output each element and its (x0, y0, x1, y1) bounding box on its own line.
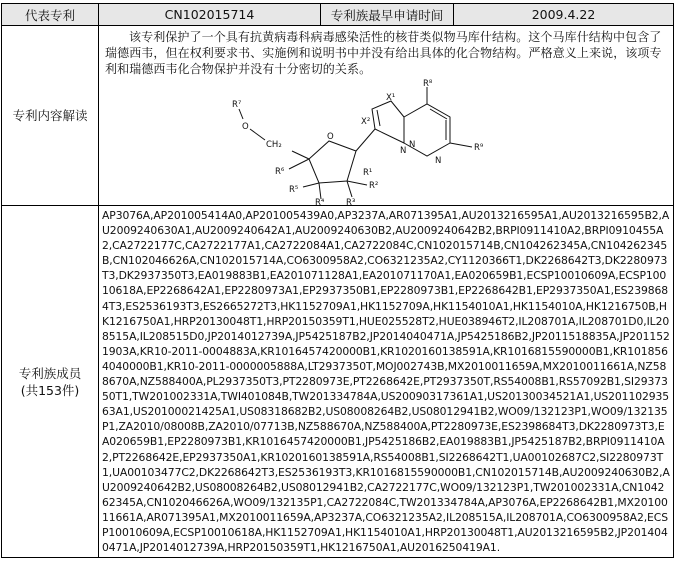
members-label-count: (共153件) (20, 382, 80, 398)
rep-patent-number: CN102015714 (99, 4, 321, 26)
r1-label: R¹ (363, 168, 373, 178)
rep-patent-label: 代表专利 (2, 4, 99, 26)
markush-structure-drawing (99, 79, 673, 205)
earliest-date-label: 专利族最早申请时间 (321, 4, 454, 26)
patent-info-table (1, 3, 674, 558)
members-label-line1: 专利族成员 (18, 365, 82, 381)
r5-label: R⁵ (289, 185, 299, 195)
chemical-structure (99, 79, 673, 205)
interpretation-label: 专利内容解读 (2, 26, 99, 206)
interpretation-cell (99, 26, 674, 206)
ring-o-label: O (327, 132, 334, 142)
members-label (2, 206, 99, 558)
r7-label: R⁷ (232, 100, 242, 110)
n3-label: N (435, 156, 442, 166)
header-row (2, 4, 674, 26)
r4-label: R⁴ (315, 198, 325, 205)
r3-label: R³ (346, 198, 356, 205)
ch2-label: CH₂ (266, 140, 282, 150)
members-row (2, 206, 674, 558)
ether-o-label: O (242, 122, 249, 132)
members-list: AP3076A,AP201005414A0,AP201005439A0,AP3237A,AR071395A1,AU2013216595A1,AU2013216595B2,AU2009240630A1,AU2009240642A1,AU2009240630B2,AU2009240642B2,BRPI0911410A2,BRPI0910455A2,CA2722177C,CA2722177A1,CA2722084A1,CA2722084C,CN102015714B,CN104262345A,CN104262345B,CN102046626A,CN102015714A,CO6300958A2,CO6321235A2,CY1120366T1,DK2268642T3,DK2280973T3,DK2937350T3,EA019883B1,EA201071128A1,EA201071170A1,EA020659B1,ECSP10010609A,ECSP10010618A,EP2268642A1,EP2280973A1,EP2937350B1,EP2280973B1,EP2268642B1,EP2937350A1,ES2398684T3,ES2536193T3,ES2665272T3,HK1152709A1,HK1152709A,HK1154010A1,HK1154010A,HK1216750B,HK1216750A1,HRP20130048T1,HRP20150359T1,HUE025528T2,HUE038946T2,IL208701A,IL208701D0,IL208515A,IL208515D0,JP2014012739A,JP5425187B2,JP2014040471A,JP5425186B2,JP2011518835A,JP2011521903A,KR10-2011-0004883A,KR1016457420000B1,KR1020160138591A,KR1016815590000B1,KR1018564040000B1,KR10-2011-0000005888A,LT2937350T,MOJ002743B,MX2010011659A,MX2010011661A,NZ588670A,NZ588400A,PL2937350T3,PT2280973E,PT2268642E,PT2937350T,RS54008B1,RS57092B1,SI2937350T1,TW201002331A,TWI401084B,TW201334784A,US20090317361A1,US20130034521A1,US20110293563A1,US20100021425A1,US08318682B2,US08008264B2,US08012941B2,WO09/132123P1,WO09/132135P1,ZA2010/08008B,ZA2010/07713B,NZ588670A,NZ588400A,PT2280973E,ES2398684T3,DK2280973T3,EA020659B1,EP2280973B1,KR1016457420000B1,JP5425186B2,EA019883B1,JP5425187B2,BRPI0911410A2,PT2268642E,EP2937350A1,KR1020160138591A,RS54008B1,SI2268642T1,UA00102687C2,SI2280973T1,UA00103477C2,DK2268642T3,ES2536193T3,KR1016815590000B1,CN102015714B,AU2009240630B2,AU2009240642B2,US08008264B2,US08012941B2,CA2722177C,WO09/132123P1,TW201002331A,CN104262345A,CN102046626A,WO09/132135P1,CA2722084C,TW201334784A,AP3076A,EP2268642B1,MX2010011661A,AR071395A1,MX2010011659A,AP3237A,CO6321235A2,IL208515A,IL208701A,CO6300958A2,ECSP10010609A,ECSP10010618A,HK1152709A1,HK1154010A1,HRP20130048T1,AU2013216595B2,JP2014040471A,JP2014012739A,HRP20150359T1,HK1216750A1,AU2016250419A1. (99, 206, 674, 558)
r9-label: R⁹ (474, 143, 484, 153)
x2-label: X² (361, 117, 371, 127)
x1-label: X¹ (386, 93, 396, 103)
interpretation-text: 该专利保护了一个具有抗黄病毒科病毒感染活性的核苷类似物马库什结构。这个马库什结构中包含了瑞德西韦，但在权利要求书、实施例和说明书中并没有给出具体的化合物结构。严格意义上来说，该项专利和瑞德西韦化合物保护并没有十分密切的关系。 (105, 30, 662, 76)
n2-label: N (409, 140, 416, 150)
r2-label: R² (369, 181, 379, 191)
earliest-date-value: 2009.4.22 (454, 4, 674, 26)
n1-label: N (400, 146, 407, 156)
interpretation-row (2, 26, 674, 206)
r8-label: R⁸ (423, 79, 433, 89)
r6-label: R⁶ (275, 167, 285, 177)
